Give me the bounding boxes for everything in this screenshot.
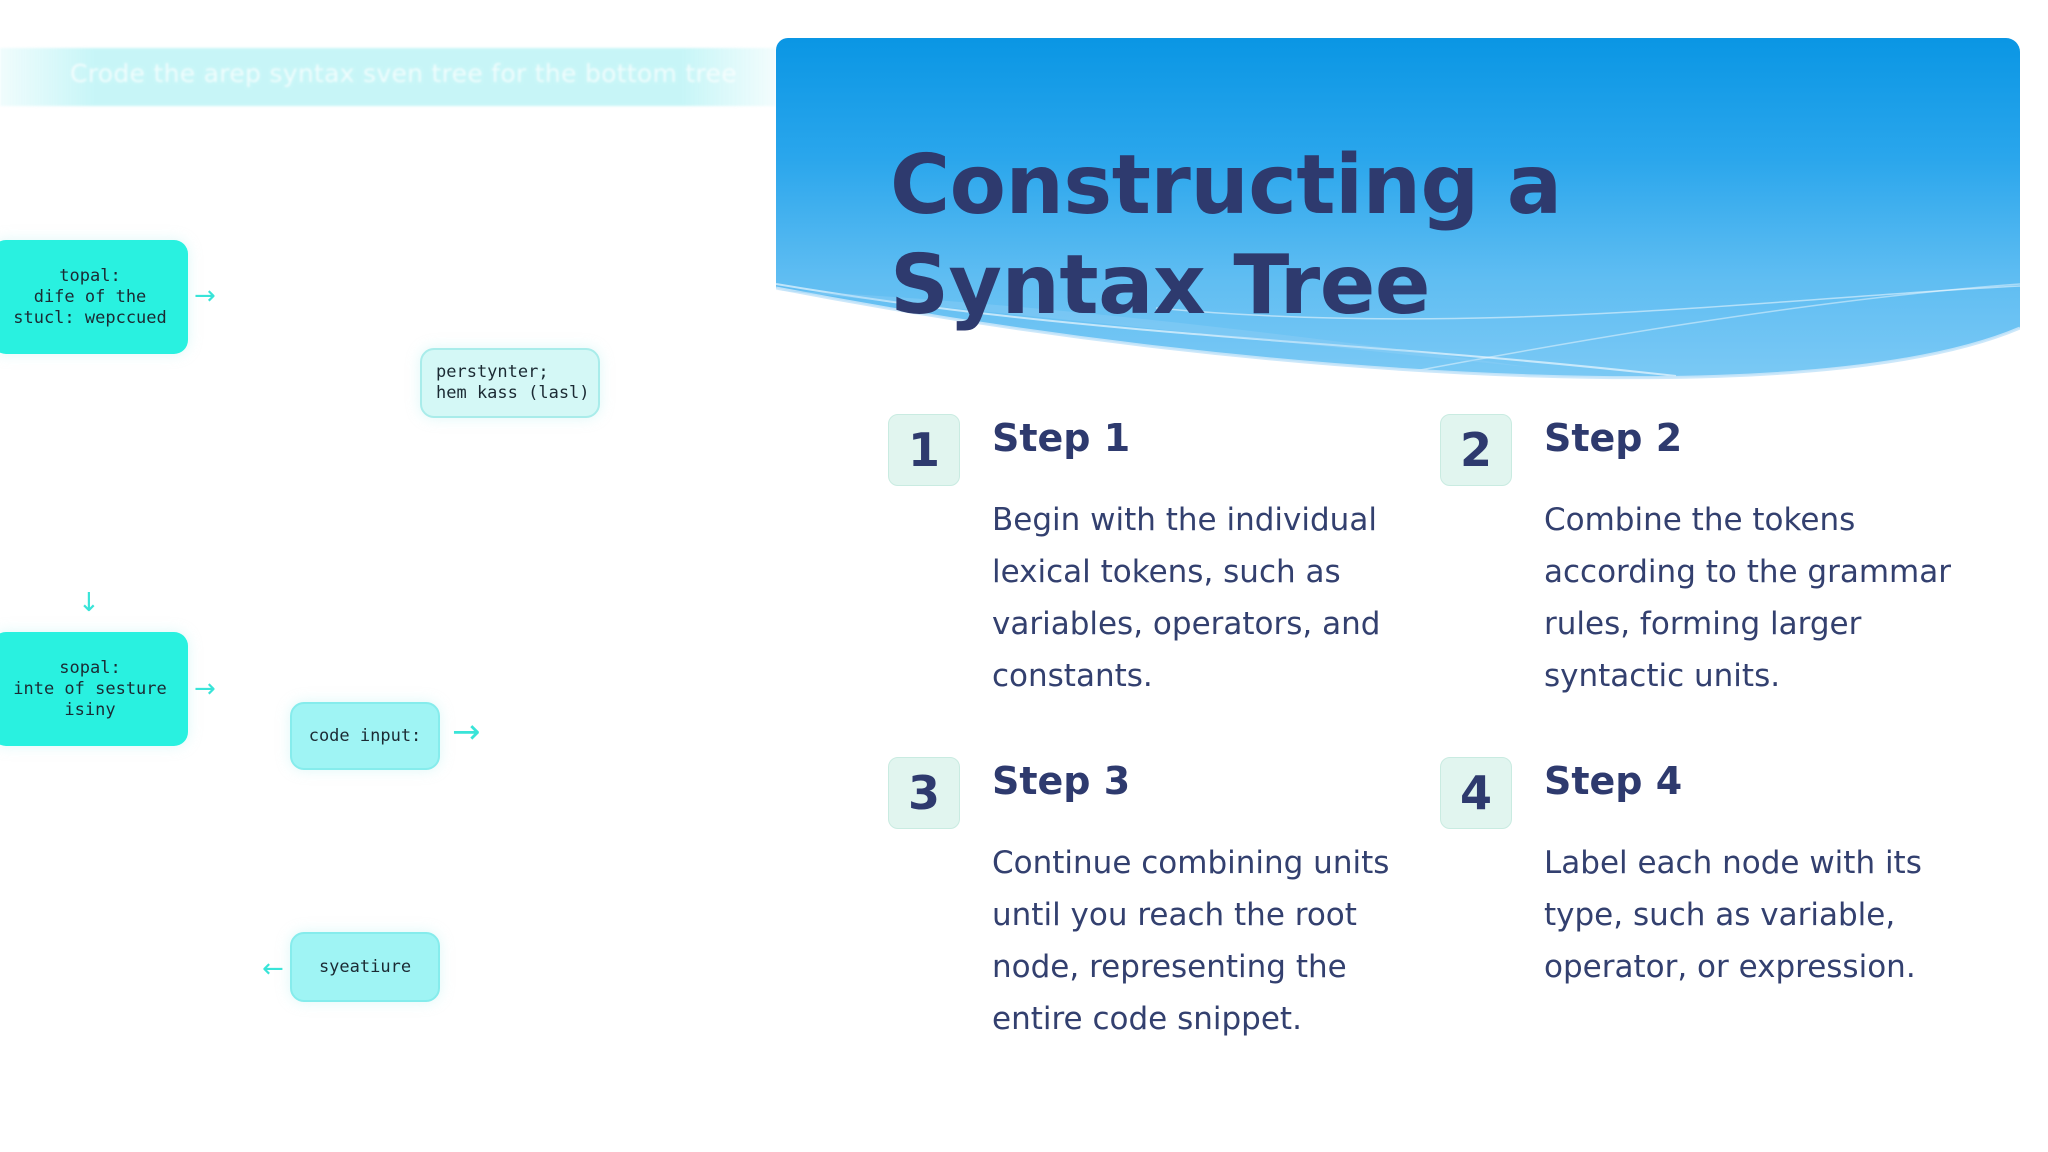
arrow-right-icon: →	[452, 712, 481, 752]
step-description: Combine the tokens according to the grammar rules, forming larger syntactic units.	[1544, 502, 1951, 694]
step-title: Step 2	[1544, 416, 1683, 460]
step-title: Step 3	[992, 759, 1131, 803]
step-description: Label each node with its type, such as variable, operator, or expression.	[1544, 845, 1922, 985]
arrow-down-icon: ↓	[78, 588, 100, 618]
arrow-left-icon: ←	[262, 954, 284, 984]
diagram-node-label: sopal: inte of sesture isiny	[13, 657, 167, 720]
diagram-caption	[0, 48, 776, 106]
step-title: Step 4	[1544, 759, 1683, 803]
diagram-node-syeatiure	[290, 932, 440, 1002]
diagram-node-label: code input:	[308, 725, 422, 746]
step-number-badge: 2	[1440, 414, 1512, 486]
syntax-tree-diagram	[0, 0, 776, 1152]
arrow-right-icon: →	[194, 674, 216, 704]
diagram-node-label: topal: dife of the stucl: wepccued	[13, 265, 167, 328]
step-description: Begin with the individual lexical tokens, such as variables, operators, and constants.	[992, 502, 1381, 694]
diagram-node-sopal	[0, 632, 188, 746]
step-number-badge: 3	[888, 757, 960, 829]
diagram-node-label: syeatiure	[318, 956, 412, 977]
step-number-badge: 4	[1440, 757, 1512, 829]
slide-title: Constructing a Syntax Tree	[890, 138, 1562, 333]
diagram-caption-text: Crode the arep syntax sven tree for the bottom tree	[70, 59, 737, 88]
step-description: Continue combining units until you reach the root node, representing the entire code snippet.	[992, 845, 1390, 1037]
arrow-right-icon: →	[194, 281, 216, 311]
diagram-node-label: perstynter; hem kass (lasl)	[436, 362, 590, 403]
diagram-node-perstynter	[420, 348, 600, 418]
diagram-node-topal	[0, 240, 188, 354]
step-title: Step 1	[992, 416, 1131, 460]
diagram-node-code-input	[290, 702, 440, 770]
step-number-badge: 1	[888, 414, 960, 486]
